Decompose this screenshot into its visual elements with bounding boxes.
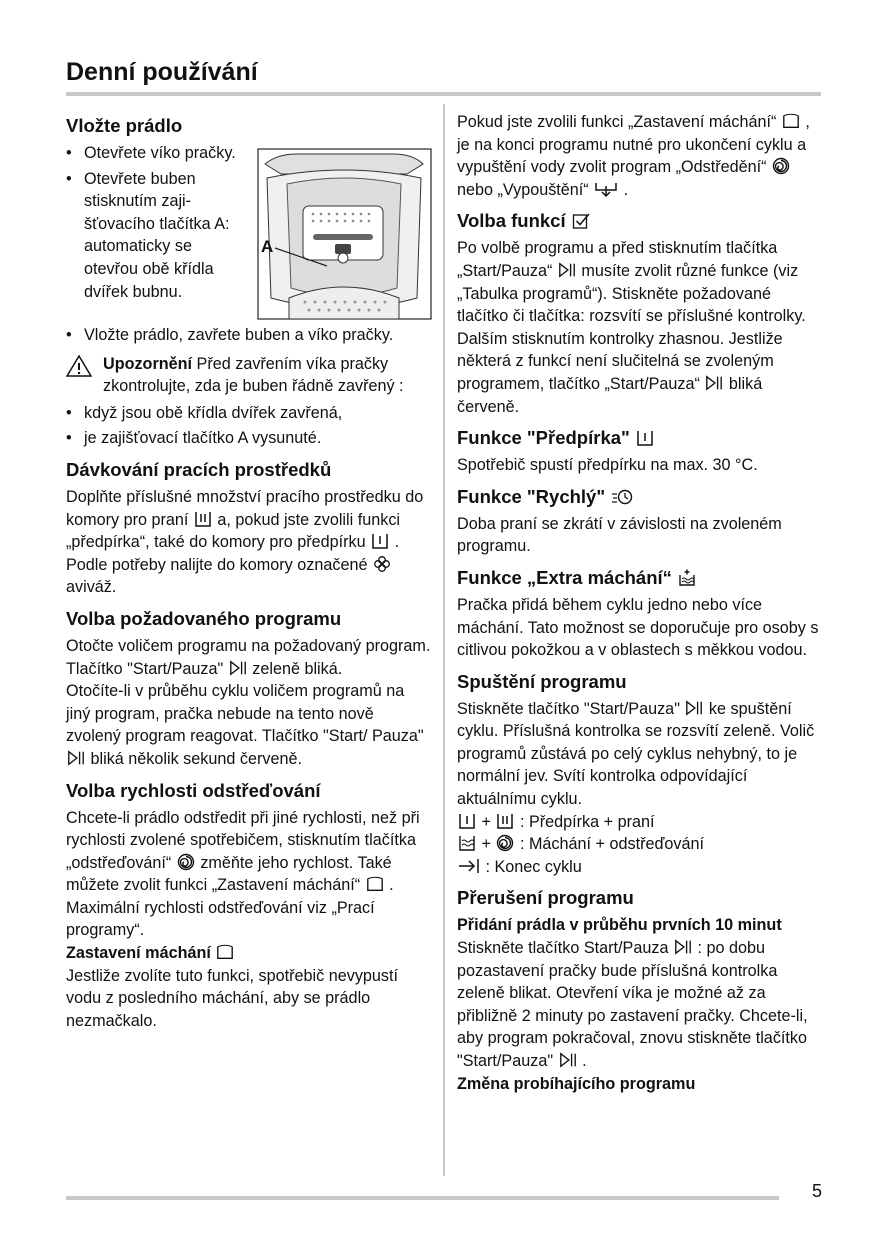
section-heading-extra-rinse: Funkce „Extra máchání“: [457, 566, 825, 590]
warning-note: [66, 353, 432, 398]
drain-icon: [594, 180, 618, 198]
list-item: • když jsou obě křídla dvířek zavřená,: [66, 402, 432, 425]
rinse-icon: [458, 834, 476, 852]
start-text: Stiskněte tlačítko "Start/Pauza" ke spuštění cyklu. Příslušná kontrolka se rozsvítí zeleně. Volič programů zůstává po celý cyklus nehybný, to je normální jev. Svítí kontrolka odpovídající aktuálnímu cyklu.: [457, 699, 815, 809]
section-heading-spin: Volba rychlosti odstřeďování: [66, 779, 321, 801]
quick-clock-icon: [611, 488, 633, 506]
list-item: • je zajišťovací tlačítko A vysunuté.: [66, 427, 432, 450]
option-check-icon: [572, 212, 590, 230]
prewash-icon: [636, 429, 654, 447]
start-pause-icon: [559, 1051, 577, 1069]
spin-icon: [177, 853, 195, 871]
start-pause-icon: [705, 374, 723, 392]
spin-text-1: Chcete-li prádlo odstředit při jiné rychlosti, než při rychlosti zvolené spotřebičem, stisknutím tlačítka „odstřeďování“ změňte jeho rychlost. Také můžete zvolit funkci „Zastavení máchání“ .: [66, 808, 420, 895]
rinse-hold-icon: [366, 875, 384, 893]
spin-text-2: Maximální rychlosti odstřeďování viz „Prací programy“.: [66, 898, 375, 940]
rinse-hold-icon: [216, 943, 234, 961]
start-pause-icon: [558, 261, 576, 279]
start-pause-icon: [229, 659, 247, 677]
warning-triangle-icon: [66, 355, 92, 377]
section-heading-dosing: Dávkování pracích prostředků: [66, 458, 332, 480]
spin-icon: [772, 157, 790, 175]
bottom-rule: [66, 1196, 779, 1200]
page-title: Denní používání: [66, 58, 258, 86]
section-heading-quick: Funkce "Rychlý": [457, 485, 825, 509]
change-program-subheading: Změna probíhajícího programu: [457, 1074, 696, 1093]
prewash-icon: [371, 532, 389, 550]
section-heading-start: Spuštění programu: [457, 670, 627, 692]
section-heading-load: Vložte prádlo: [66, 115, 183, 136]
warning-list: [66, 402, 432, 450]
spin-icon: [496, 834, 514, 852]
dosing-text: Doplňte příslušné množství pracího prostředku do komory pro praní a, pokud jste zvolili funkci „předpírka“, také do komory pro předpírku . Podle potřeby nalijte do komory označené aviváž.: [66, 487, 424, 597]
warning-label: Upozornění: [103, 354, 193, 373]
rinse-hold-subheading: Zastavení máchání: [66, 942, 432, 965]
extra-rinse-icon: [678, 569, 696, 587]
program-text-2: Otočíte-li v průběhu cyklu voličem programů na jiný program, pračka nebude na tento nově zvolený program reagovat. Tlačítko "Start/ Pauza" bliká několik sekund červeně.: [66, 682, 424, 768]
column-divider: [443, 104, 445, 1176]
legend-prewash-wash: + : Předpírka + praní: [457, 811, 825, 834]
section-heading-interrupt: Přerušení programu: [457, 887, 634, 909]
list-item: • Otevřete víko pračky.: [66, 142, 432, 165]
legend-end: : Konec cyklu: [457, 856, 825, 879]
left-column: [66, 112, 432, 1032]
top-rule: [66, 92, 821, 96]
rinse-hold-text: Jestliže zvolíte tuto funkci, spotřebič nevypustí vodu z posledního máchání, aby se prádlo nezmačkalo.: [66, 966, 399, 1030]
extra-rinse-text: Pračka přidá během cyklu jedno nebo více máchání. Tato možnost se doporučuje pro osoby s citlivou pokožkou a v oblastech s měkkou vodou.: [457, 595, 819, 660]
start-pause-icon: [67, 749, 85, 767]
rinse-hold-icon: [782, 112, 800, 130]
softener-flower-icon: [373, 555, 391, 573]
start-pause-icon: [674, 938, 692, 956]
figure-label-a: A: [261, 237, 274, 256]
list-item: • Otevřete buben stisknutím zajišťovacího tlačítka A: automaticky se otevřou obě křídla dvířek bubnu.: [66, 168, 432, 304]
program-text-1: Otočte voličem programu na požadovaný program. Tlačítko "Start/Pauza" zeleně bliká.: [66, 636, 431, 678]
functions-text: Po volbě programu a před stisknutím tlačítka „Start/Pauza“ musíte zvolit různé funkce (viz „Tabulka programů“). Stiskněte požadované tlačítko či tlačítka: rozsvítí se příslušné kontrolky. Dalším stisknutím kontrolky zhasnou. Jestliže některá z funkcí není slučitelná se zvoleným programem, tlačítko „Start/Pauza“ bliká červeně.: [457, 239, 806, 416]
add-laundry-subheading: Přidání prádla v průběhu prvních 10 minut: [457, 916, 782, 935]
warning-text: Před zavřením víka pračky zkontrolujte, zda je buben řádně zavřený :: [103, 354, 404, 396]
legend-rinse-spin: + : Máchání + odstřeďování: [457, 833, 825, 856]
right-column: [457, 111, 825, 1095]
main-wash-icon: [194, 510, 212, 528]
main-wash-icon: [496, 812, 514, 830]
list-item: • Vložte prádlo, zavřete buben a víko pračky.: [66, 324, 432, 347]
section-heading-prewash: Funkce "Předpírka": [457, 426, 825, 450]
quick-text: Doba praní se zkrátí v závislosti na zvoleném programu.: [457, 514, 782, 556]
prewash-text: Spotřebič spustí předpírku na max. 30 °C.: [457, 456, 758, 475]
section-heading-program: Volba požadovaného programu: [66, 607, 342, 629]
start-pause-icon: [685, 699, 703, 717]
interrupt-text: Stiskněte tlačítko Start/Pauza : po dobu pozastavení pračky bude příslušná kontrolka zeleně blikat. Otevření víka je možné až za přibližně 2 minuty po zastavení pračky. Chcete-li, aby program pokračoval, znovu stiskněte tlačítko "Start/Pauza" .: [457, 939, 808, 1070]
rinse-hold-followup: Pokud jste zvolili funkci „Zastavení máchání“ , je na konci programu nutné pro ukončení cyklu a vypuštění vody zvolit program „Odstředění“ nebo „Vypouštění“ .: [457, 113, 810, 199]
page-number: 5: [812, 1181, 823, 1201]
prewash-icon: [458, 812, 476, 830]
section-heading-functions: Volba funkcí: [457, 209, 825, 233]
end-cycle-icon: [458, 857, 480, 875]
